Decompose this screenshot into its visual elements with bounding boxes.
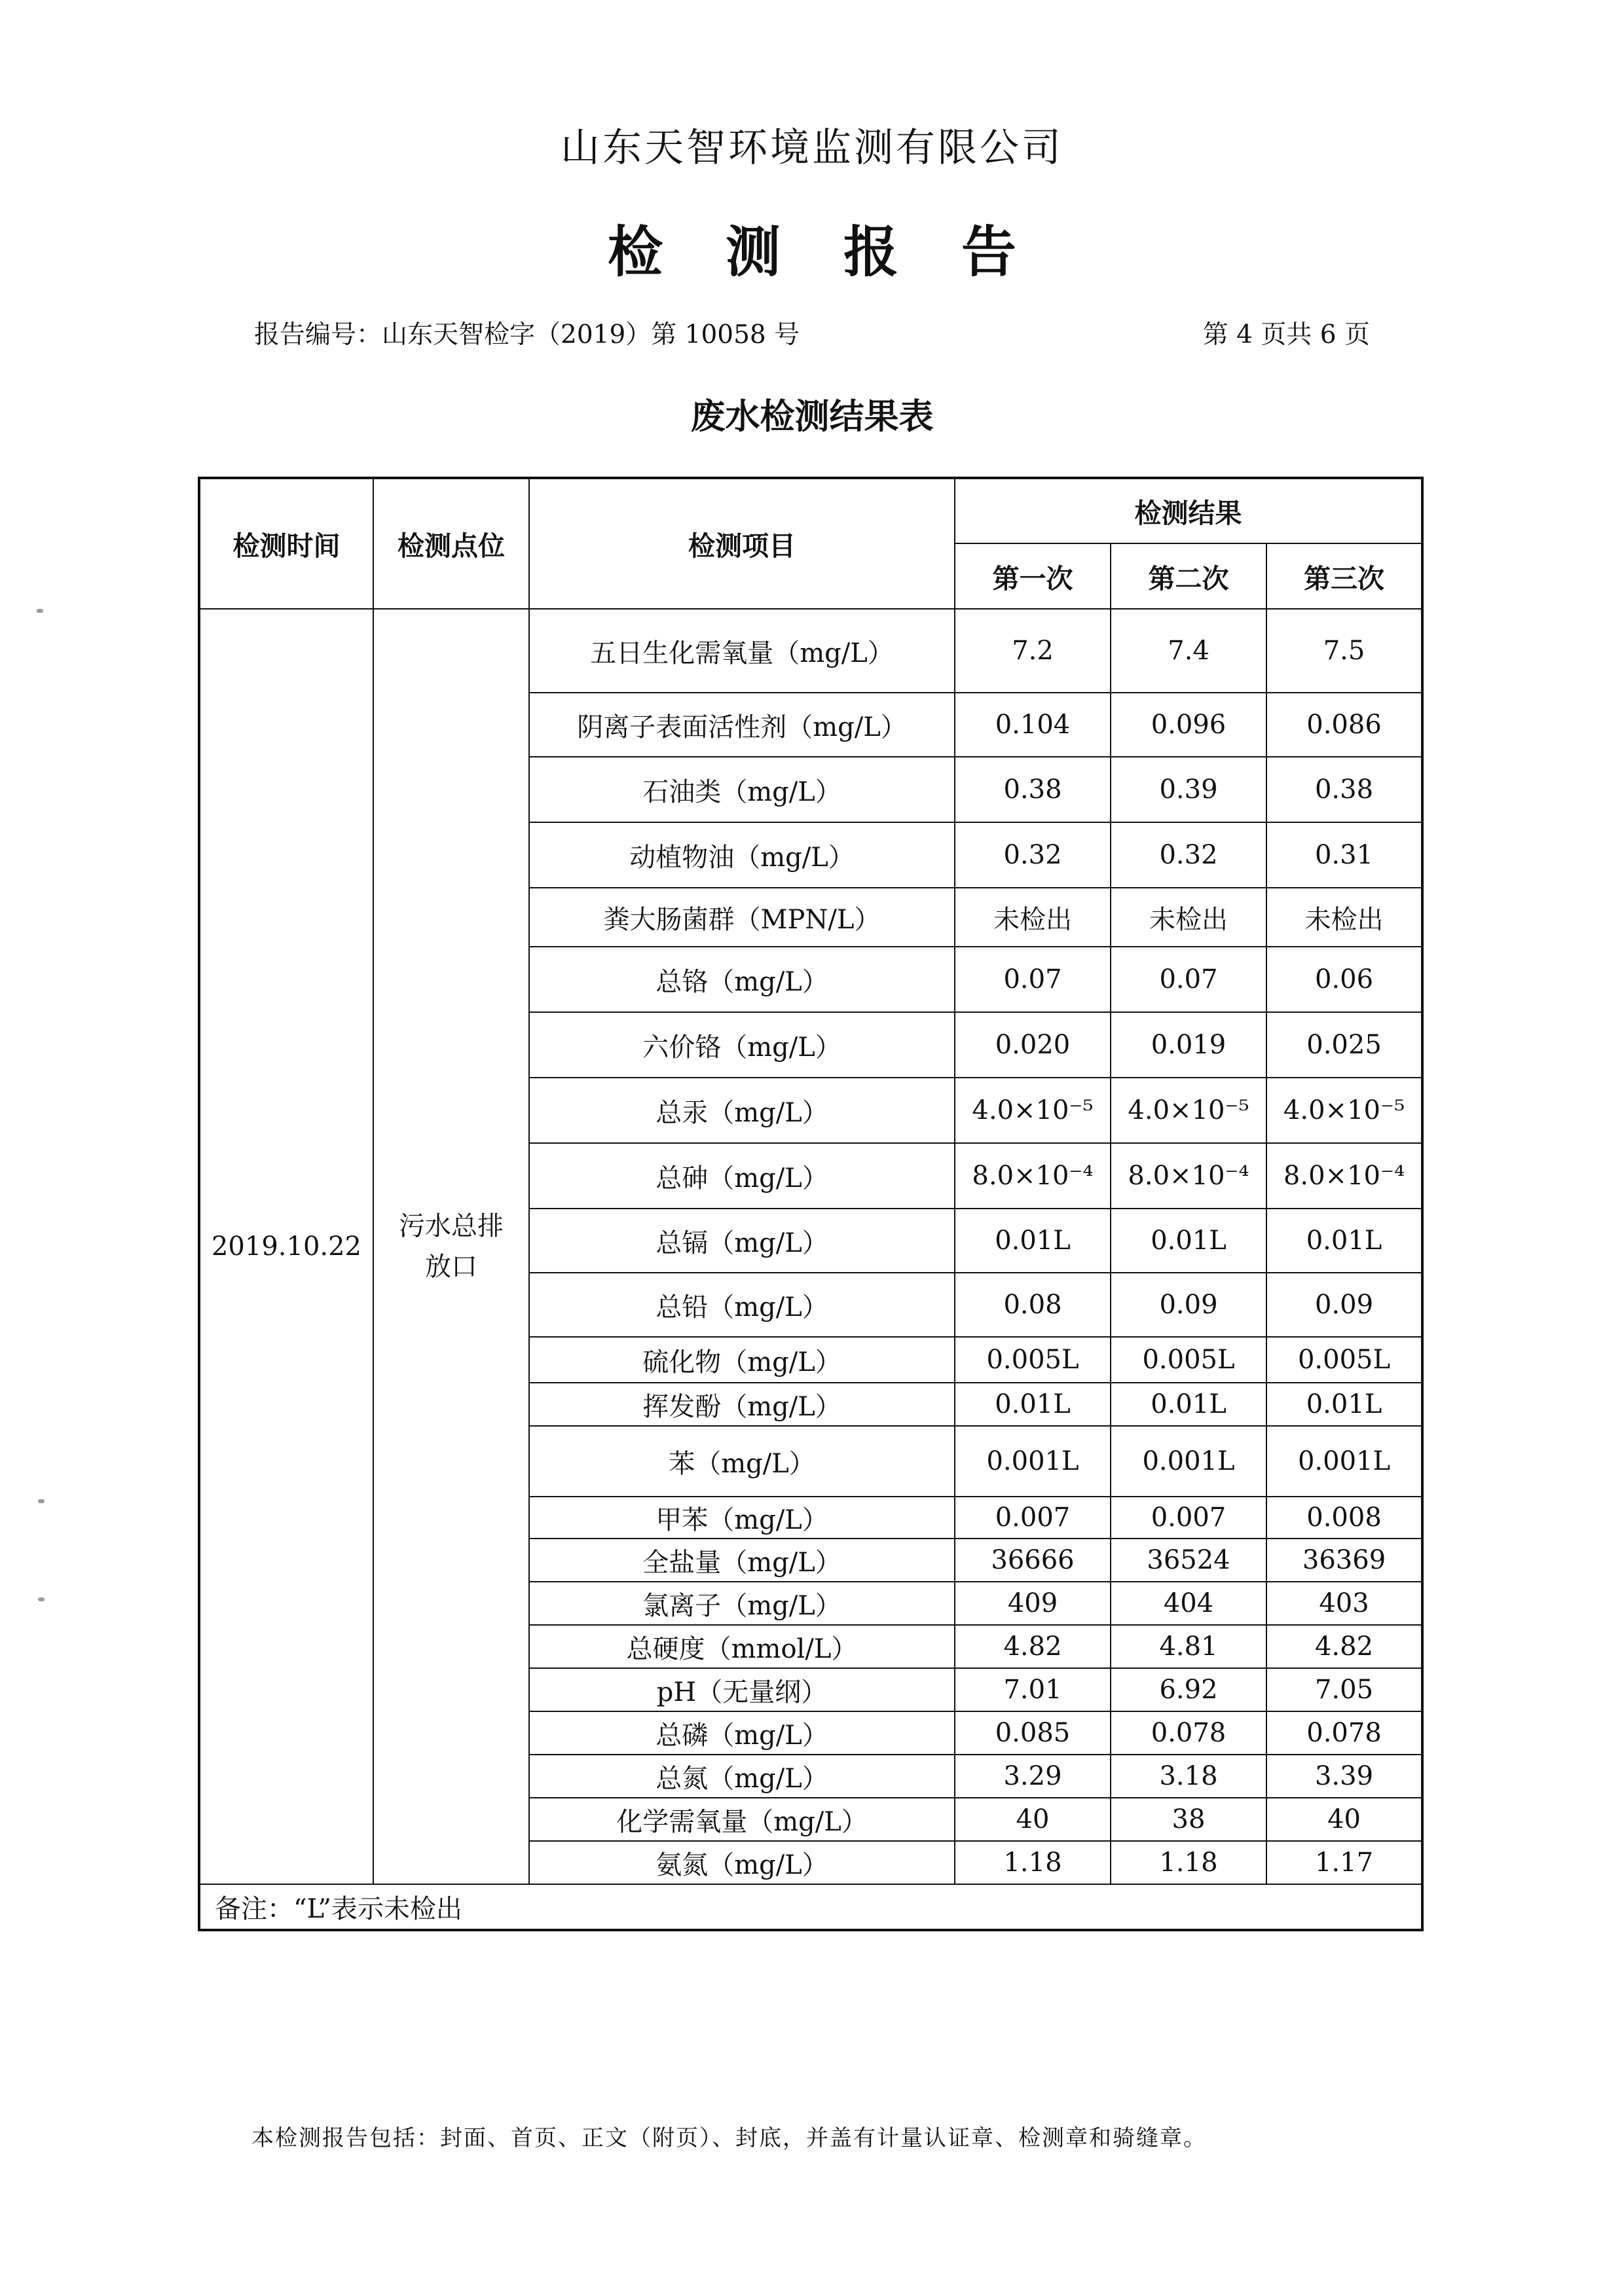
scan-speck — [38, 1499, 45, 1503]
result-3: 36369 — [1266, 1539, 1422, 1582]
result-3: 0.086 — [1266, 693, 1422, 757]
test-item: 总砷（mg/L） — [529, 1143, 955, 1209]
test-item: 总汞（mg/L） — [529, 1078, 955, 1143]
result-3: 3.39 — [1266, 1755, 1422, 1798]
title-char: 检 — [607, 219, 663, 284]
result-2: 0.001L — [1111, 1426, 1266, 1497]
result-3: 8.0×10⁻⁴ — [1266, 1143, 1422, 1209]
header-r2: 第二次 — [1111, 543, 1266, 609]
company-name: 山东天智环境监测有限公司 — [561, 125, 1063, 171]
result-3: 0.008 — [1266, 1497, 1422, 1539]
header-row — [199, 478, 1422, 543]
footer-note: 本检测报告包括：封面、首页、正文（附页）、封底，并盖有计量认证章、检测章和骑缝章。 — [251, 2125, 1207, 2151]
result-1: 7.2 — [955, 609, 1111, 693]
test-item: 总磷（mg/L） — [529, 1711, 955, 1755]
result-1: 4.0×10⁻⁵ — [955, 1078, 1111, 1143]
test-item: 石油类（mg/L） — [529, 757, 955, 822]
result-3: 0.001L — [1266, 1426, 1422, 1497]
sample-date: 2019.10.22 — [199, 609, 373, 1884]
scan-speck — [38, 1597, 45, 1601]
result-3: 1.17 — [1266, 1841, 1422, 1884]
sample-location: 污水总排放口 — [373, 609, 529, 1884]
result-2: 7.4 — [1111, 609, 1266, 693]
test-item: 六价铬（mg/L） — [529, 1012, 955, 1078]
result-1: 0.01L — [955, 1209, 1111, 1273]
result-1: 409 — [955, 1582, 1111, 1625]
result-1: 0.005L — [955, 1337, 1111, 1383]
header-result: 检测结果 — [955, 478, 1422, 543]
table-row — [199, 609, 1422, 693]
result-2: 0.39 — [1111, 757, 1266, 822]
test-item: 氯离子（mg/L） — [529, 1582, 955, 1625]
result-3: 0.09 — [1266, 1273, 1422, 1337]
test-item: 挥发酚（mg/L） — [529, 1383, 955, 1426]
test-item: 氨氮（mg/L） — [529, 1841, 955, 1884]
result-3: 0.025 — [1266, 1012, 1422, 1078]
results-table — [198, 477, 1424, 1931]
result-1: 0.020 — [955, 1012, 1111, 1078]
report-number: 报告编号：山东天智检字（2019）第 10058 号 — [254, 320, 800, 350]
test-item: 化学需氧量（mg/L） — [529, 1798, 955, 1841]
scan-speck — [37, 609, 43, 613]
test-item: 五日生化需氧量（mg/L） — [529, 609, 955, 693]
result-2: 0.32 — [1111, 822, 1266, 888]
result-3: 4.0×10⁻⁵ — [1266, 1078, 1422, 1143]
result-2: 0.01L — [1111, 1209, 1266, 1273]
result-2: 38 — [1111, 1798, 1266, 1841]
result-1: 4.82 — [955, 1625, 1111, 1668]
result-1: 0.01L — [955, 1383, 1111, 1426]
result-3: 0.38 — [1266, 757, 1422, 822]
result-1: 0.32 — [955, 822, 1111, 888]
header-r1: 第一次 — [955, 543, 1111, 609]
test-item: 动植物油（mg/L） — [529, 822, 955, 888]
result-1: 40 — [955, 1798, 1111, 1841]
result-1: 1.18 — [955, 1841, 1111, 1884]
result-2: 8.0×10⁻⁴ — [1111, 1143, 1266, 1209]
test-item: 硫化物（mg/L） — [529, 1337, 955, 1383]
result-3: 0.078 — [1266, 1711, 1422, 1755]
result-2: 0.09 — [1111, 1273, 1266, 1337]
result-2: 未检出 — [1111, 888, 1266, 947]
test-item: 甲苯（mg/L） — [529, 1497, 955, 1539]
result-1: 0.07 — [955, 947, 1111, 1012]
test-item: 总镉（mg/L） — [529, 1209, 955, 1273]
test-item: 阴离子表面活性剂（mg/L） — [529, 693, 955, 757]
result-1: 0.38 — [955, 757, 1111, 822]
result-2: 404 — [1111, 1582, 1266, 1625]
result-2: 4.81 — [1111, 1625, 1266, 1668]
result-1: 7.01 — [955, 1668, 1111, 1711]
result-2: 0.007 — [1111, 1497, 1266, 1539]
result-2: 4.0×10⁻⁵ — [1111, 1078, 1266, 1143]
test-item: 总氮（mg/L） — [529, 1755, 955, 1798]
result-3: 0.01L — [1266, 1209, 1422, 1273]
result-2: 0.01L — [1111, 1383, 1266, 1426]
result-3: 7.05 — [1266, 1668, 1422, 1711]
result-3: 4.82 — [1266, 1625, 1422, 1668]
result-3: 403 — [1266, 1582, 1422, 1625]
test-item: 苯（mg/L） — [529, 1426, 955, 1497]
title-char: 报 — [843, 219, 899, 284]
result-2: 3.18 — [1111, 1755, 1266, 1798]
result-1: 0.007 — [955, 1497, 1111, 1539]
result-3: 40 — [1266, 1798, 1422, 1841]
header-location: 检测点位 — [373, 478, 529, 609]
result-2: 0.07 — [1111, 947, 1266, 1012]
result-3: 0.005L — [1266, 1337, 1422, 1383]
result-2: 0.005L — [1111, 1337, 1266, 1383]
result-3: 未检出 — [1266, 888, 1422, 947]
title-char: 告 — [961, 219, 1017, 284]
result-3: 0.01L — [1266, 1383, 1422, 1426]
result-1: 未检出 — [955, 888, 1111, 947]
result-3: 7.5 — [1266, 609, 1422, 693]
table-title: 废水检测结果表 — [690, 397, 934, 437]
result-1: 0.085 — [955, 1711, 1111, 1755]
report-title — [0, 208, 1624, 287]
test-item: 总硬度（mmol/L） — [529, 1625, 955, 1668]
result-1: 0.104 — [955, 693, 1111, 757]
header-item: 检测项目 — [529, 478, 955, 609]
page-info: 第 4 页共 6 页 — [1202, 320, 1370, 350]
result-2: 1.18 — [1111, 1841, 1266, 1884]
result-1: 0.001L — [955, 1426, 1111, 1497]
result-1: 3.29 — [955, 1755, 1111, 1798]
title-char: 测 — [725, 219, 781, 284]
result-1: 0.08 — [955, 1273, 1111, 1337]
result-2: 6.92 — [1111, 1668, 1266, 1711]
note-row — [199, 1884, 1422, 1930]
test-item: 全盐量（mg/L） — [529, 1539, 955, 1582]
header-r3: 第三次 — [1266, 543, 1422, 609]
result-3: 0.06 — [1266, 947, 1422, 1012]
test-item: 粪大肠菌群（MPN/L） — [529, 888, 955, 947]
result-2: 36524 — [1111, 1539, 1266, 1582]
table-note: 备注：“L”表示未检出 — [199, 1884, 1422, 1930]
result-2: 0.078 — [1111, 1711, 1266, 1755]
result-1: 36666 — [955, 1539, 1111, 1582]
result-3: 0.31 — [1266, 822, 1422, 888]
result-2: 0.019 — [1111, 1012, 1266, 1078]
result-1: 8.0×10⁻⁴ — [955, 1143, 1111, 1209]
header-time: 检测时间 — [199, 478, 373, 609]
result-2: 0.096 — [1111, 693, 1266, 757]
test-item: 总铅（mg/L） — [529, 1273, 955, 1337]
test-item: 总铬（mg/L） — [529, 947, 955, 1012]
test-item: pH（无量纲） — [529, 1668, 955, 1711]
